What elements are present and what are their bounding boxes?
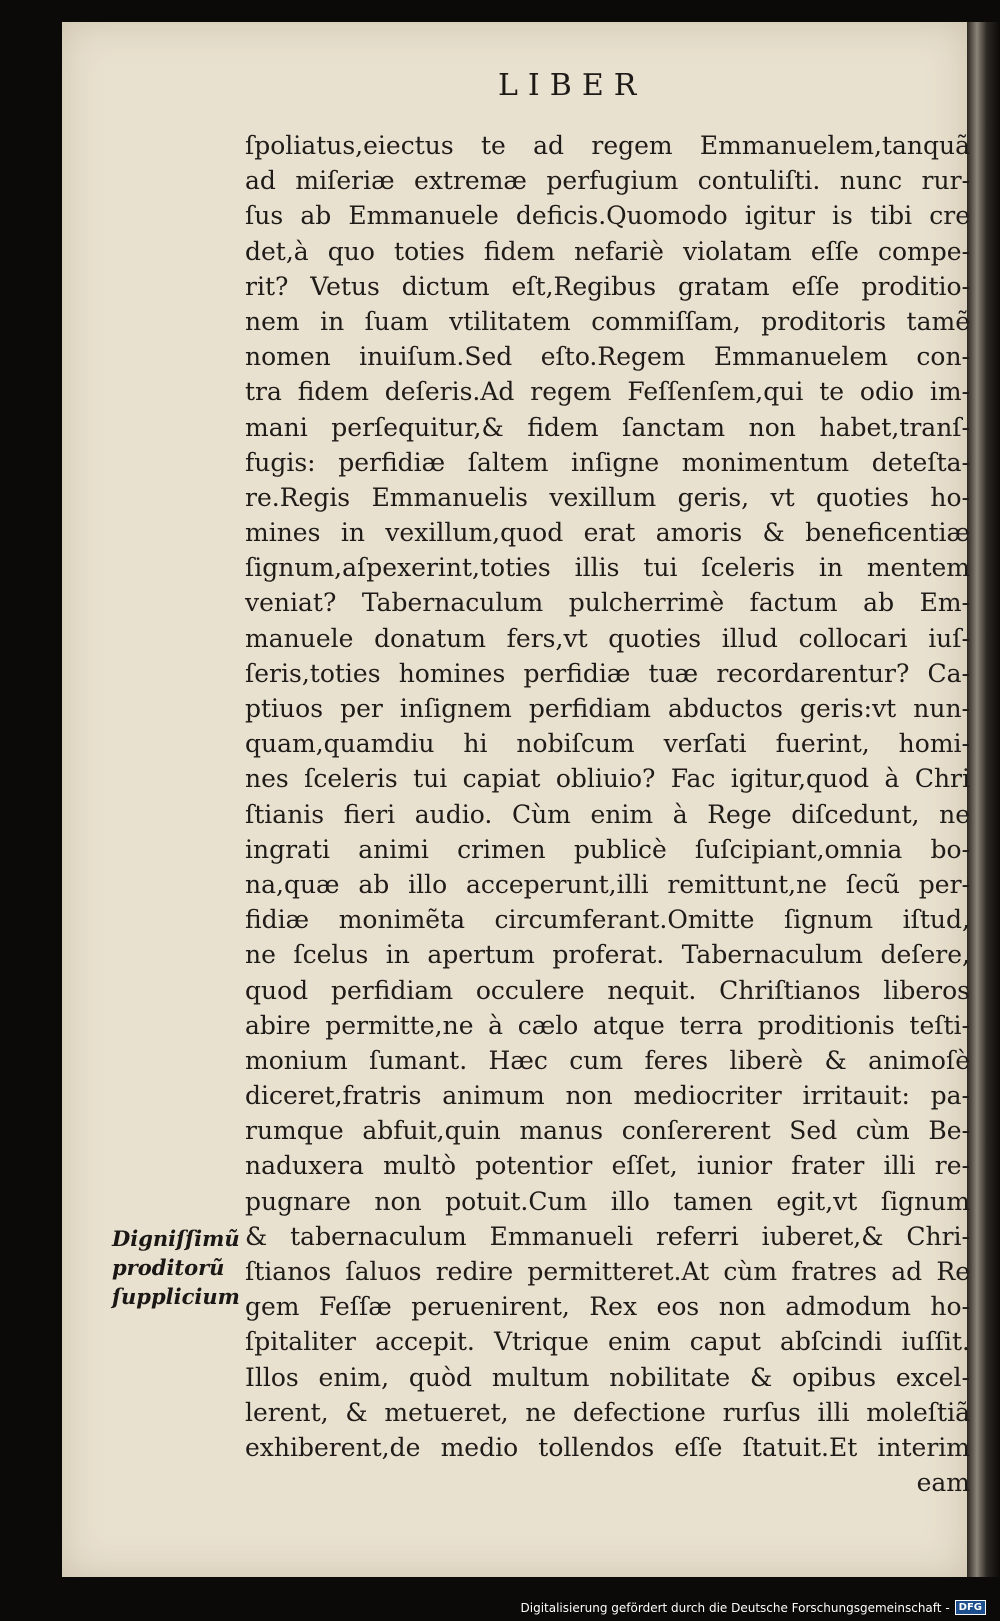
text-line: quod perfidiam occulere nequit. Chriſtianos liberos <box>245 975 970 1005</box>
text-line: ſtianis fieri audio. Cùm enim à Rege diſcedunt, ne <box>245 799 970 829</box>
running-head: LIBER <box>498 68 647 103</box>
catchword: eam <box>916 1468 970 1498</box>
page-edge <box>967 22 1000 1577</box>
text-line: re.Regis Emmanuelis vexillum geris, vt quoties ho- <box>245 482 970 512</box>
margin-note <box>112 1224 242 1311</box>
digitization-credit <box>521 1600 987 1615</box>
text-line: ſtianos ſaluos redire permitteret.At cùm fratres ad Re <box>245 1257 970 1286</box>
text-line: mines in vexillum,quod erat amoris & beneficentiæ <box>245 518 970 548</box>
text-line: abire permitte,ne à cælo atque terra proditionis teſti- <box>245 1010 970 1040</box>
text-line: lerent, & metueret, ne defectione rurſus illi moleſtiã <box>245 1397 970 1427</box>
text-line: diceret,fratris animum non mediocriter irritauit: pa- <box>245 1081 970 1111</box>
text-line: gem Feſſæ peruenirent, Rex eos non admodum ho- <box>245 1292 970 1322</box>
text-line: fidiæ monimẽta circumferant.Omitte ſignum iſtud, <box>245 905 970 935</box>
text-line: exhiberent,de medio tollendos eſſe ſtatuit.Et interim <box>245 1432 970 1462</box>
text-line: mani perſequitur,& fidem ſanctam non habet,tranſ- <box>245 412 970 442</box>
text-line: tra fidem deſeris.Ad regem Feſſenſem,qui te odio im- <box>245 377 970 407</box>
text-line: nes ſceleris tui capiat obliuio? Fac igitur,quod à Chri <box>245 764 970 794</box>
text-line: rumque abfuit,quin manus conſererent Sed cùm Be- <box>245 1116 970 1146</box>
text-line: rit? Vetus dictum eſt,Regibus gratam eſſe proditio- <box>245 271 970 301</box>
text-line: naduxera multò potentior eſſet, iunior frater illi re- <box>245 1151 970 1181</box>
text-line: ſignum,aſpexerint,toties illis tui ſceleris in mentem <box>245 553 970 583</box>
text-line: ptiuos per inſignem perfidiam abductos geris:vt nun- <box>245 694 970 723</box>
text-line: monium ſumant. Hæc cum feres liberè & animoſè <box>245 1045 970 1075</box>
margin-note-line: Digniſſimũ <box>112 1226 240 1251</box>
dfg-logo-icon: DFG <box>955 1600 986 1615</box>
text-line: ad miſeriæ extremæ perfugium contuliſti. nunc rur- <box>245 166 970 196</box>
text-line: fugis: perfidiæ ſaltem inſigne monimentum deteſta- <box>245 447 970 477</box>
text-line: quam,quamdiu hi nobiſcum verſati fuerint, homi- <box>245 729 970 759</box>
text-line: manuele donatum fers,vt quoties illud collocari iuſ- <box>245 623 970 653</box>
body-text <box>245 128 970 1500</box>
text-line: na,quæ ab illo acceperunt,illi remittunt,ne ſecũ per- <box>245 869 970 899</box>
text-line: ingrati animi crimen publicè ſuſcipiant,omnia bo- <box>245 834 970 864</box>
text-line: det,à quo toties fidem nefariè violatam eſſe compe- <box>245 236 970 266</box>
text-line: ſeris,toties homines perfidiæ tuæ recordarentur? Ca- <box>245 658 970 688</box>
text-line: ſpitaliter accepit. Vtrique enim caput abſcindi iuſſit. <box>245 1327 970 1357</box>
margin-note-line: ſupplicium <box>112 1284 240 1309</box>
credit-text: Digitalisierung gefördert durch die Deutsche Forschungsgemeinschaft - <box>520 1600 950 1615</box>
text-line: pugnare non potuit.Cum illo tamen egit,vt ſignum <box>245 1186 970 1216</box>
text-line: ſpoliatus,eiectus te ad regem Emmanuelem,tanquã <box>245 131 970 160</box>
text-line: nomen inuiſum.Sed eſto.Regem Emmanuelem con- <box>245 342 970 372</box>
text-line: ne ſcelus in apertum proferat. Tabernaculum deſere, <box>245 940 970 970</box>
text-line: Illos enim, quòd multum nobilitate & opibus excel- <box>245 1362 970 1392</box>
text-line: veniat? Tabernaculum pulcherrimè factum ab Em- <box>245 588 970 618</box>
text-line: nem in ſuam vtilitatem commiſſam, proditoris tamẽ <box>245 306 970 336</box>
margin-note-line: proditorũ <box>112 1255 225 1280</box>
text-line: & tabernaculum Emmanueli referri iuberet,& Chri- <box>245 1221 970 1251</box>
text-line: ſus ab Emmanuele deficis.Quomodo igitur is tibi cre <box>245 201 970 231</box>
